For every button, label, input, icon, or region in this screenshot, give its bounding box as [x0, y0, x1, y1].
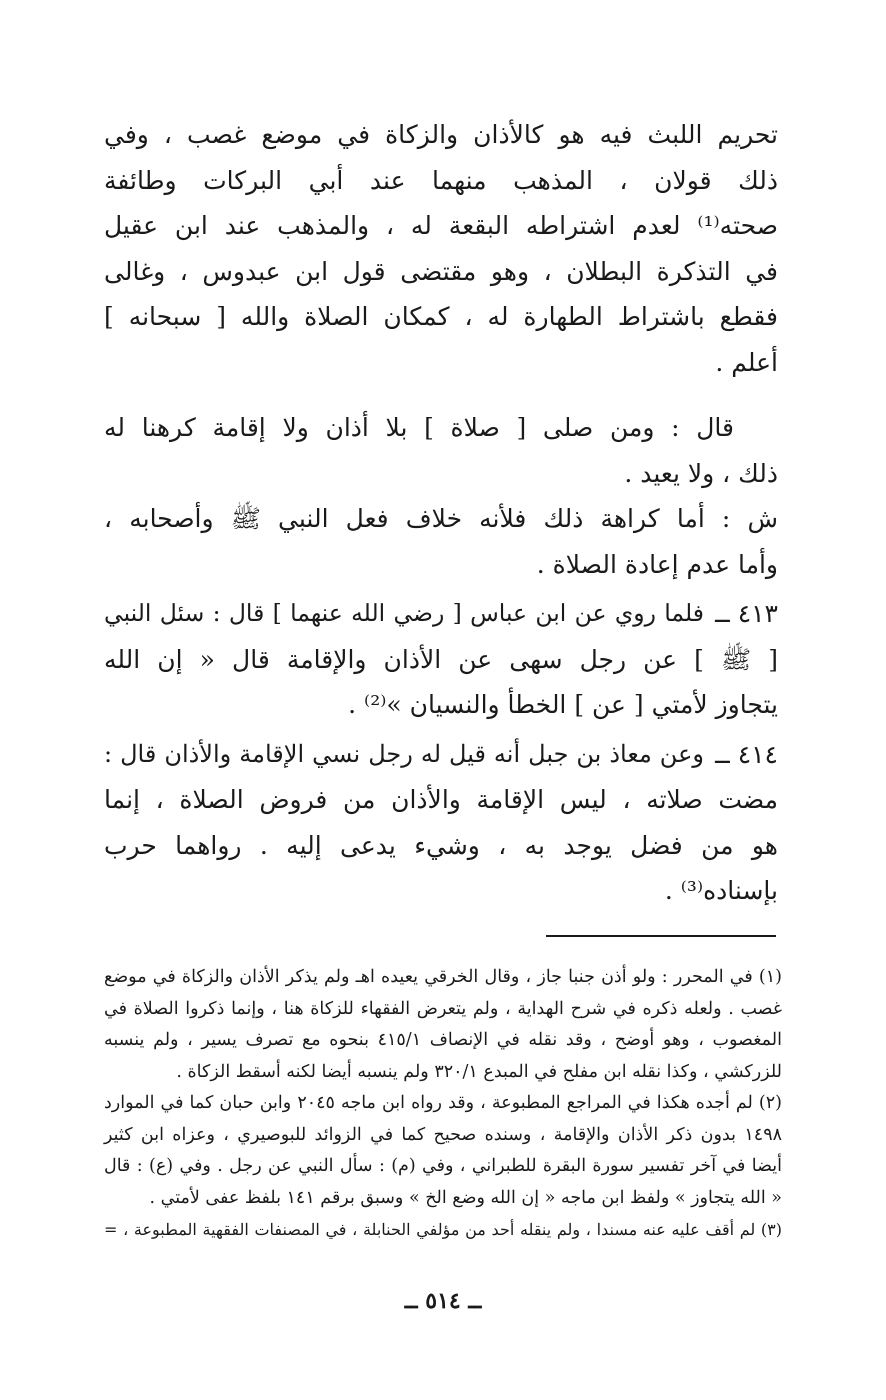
text-line: ذلك قولان ، المذهب منهما عند أبي البركات وطائفة [104, 165, 778, 195]
text-line: مضت صلاته ، ليس الإقامة والأذان من فروض الصلاة ، إنما [104, 785, 778, 814]
footnote-line: أيضا في آخر تفسير سورة البقرة للطبراني ، وفي (م) : سأل النبي عن رجل . وفي (ع) : قال [104, 1156, 782, 1176]
paragraph-3 [104, 496, 778, 587]
text-line: في التذكرة البطلان ، وهو مقتضى قول ابن عبدوس ، وغالى [104, 256, 778, 286]
footnotes [104, 962, 782, 1246]
footnote-line: للزركشي ، وكذا نقله ابن مفلح في المبدع ٣٢٠/١ ولم ينسبه أيضا لكنه أسقط الزكاة . [176, 1061, 782, 1082]
footnote-line: المغصوب ، وهو أوضح ، وقد نقله في الإنصاف ٤١٥/١ بنحوه مع تصرف يسير ، ولم ينسبه [104, 1030, 782, 1050]
hadith-413 [104, 591, 778, 728]
footnote-line: ١٤٩٨ بدون ذكر الأذان والإقامة ، وسنده صحيح كما في الزوائد للبوصيري ، وعزاه ابن كثير [104, 1124, 782, 1145]
text-line: [ ﷺ ] عن رجل سهى عن الأذان والإقامة قال « إن الله [104, 644, 778, 674]
footnote-separator [546, 935, 776, 937]
text-line: فلما روي عن ابن عباس [ رضي الله عنهما ] قال : سئل النبي [104, 599, 704, 627]
text-line: هو من فضل يوجد به ، وشيء يدعى إليه . رواهما حرب [104, 830, 778, 860]
page-number: ــ ٥١٤ ــ [404, 1288, 482, 1314]
paragraph-2 [104, 405, 778, 496]
text-line: ش : أما كراهة ذلك فلأنه خلاف فعل النبي ﷺ وأصحابه ، [104, 504, 778, 533]
paragraph-1 [104, 112, 778, 385]
text-line: وعن معاذ بن جبل أنه قيل له رجل نسي الإقامة والأذان قال : [104, 739, 704, 768]
footnote-line: غصب . ولعله ذكره في شرح الهداية ، ولم يتعرض الفقهاء للزكاة هنا ، وإنما ذكروا الصلاة في [104, 998, 782, 1019]
footnote-line: « الله يتجاوز » ولفظ ابن ماجه « إن الله وضع الخ » وسبق برقم ١٤١ بلفظ عفى لأمتي . [149, 1187, 782, 1208]
text-line: وأما عدم إعادة الصلاة . [536, 549, 778, 579]
text-line: أعلم . [715, 347, 778, 377]
text-line: فقطع باشتراط الطهارة له ، كمكان الصلاة والله [ سبحانه ] [104, 302, 778, 331]
hadith-414 [104, 732, 778, 914]
footnote-line: (٣) لم أقف عليه عنه مسندا ، ولم ينقله أحد من مؤلفي الحنابلة ، في المصنفات الفقهية المطبوعة ، = [104, 1220, 782, 1239]
footnote-line: (١) في المحرر : ولو أذن جنبا جاز ، وقال الخرقي يعيده اهـ ولم يذكر الأذان والزكاة في موضع [104, 967, 782, 987]
hadith-number: ٤١٤ ــ [715, 739, 778, 769]
text-line: يتجاوز لأمتي [ عن ] الخطأ والنسيان »⁽²⁾ . [348, 690, 778, 719]
text-line: ذلك ، ولا يعيد . [624, 458, 778, 488]
footnote-line: (٢) لم أجده هكذا في المراجع المطبوعة ، وقد رواه ابن ماجه ٢٠٤٥ وابن حبان كما في الموارد [104, 1093, 782, 1113]
text-line: بإسناده⁽³⁾ . [664, 876, 778, 905]
text-line: صحته⁽¹⁾ لعدم اشتراطه البقعة له ، والمذهب عند ابن عقيل [104, 211, 778, 240]
hadith-number: ٤١٣ ــ [715, 599, 778, 628]
text-line: قال : ومن صلى [ صلاة ] بلا أذان ولا إقامة كرهنا له [104, 413, 734, 442]
text-line: تحريم اللبث فيه هو كالأذان والزكاة في موضع غصب ، وفي [104, 120, 778, 149]
main-text [104, 112, 778, 914]
